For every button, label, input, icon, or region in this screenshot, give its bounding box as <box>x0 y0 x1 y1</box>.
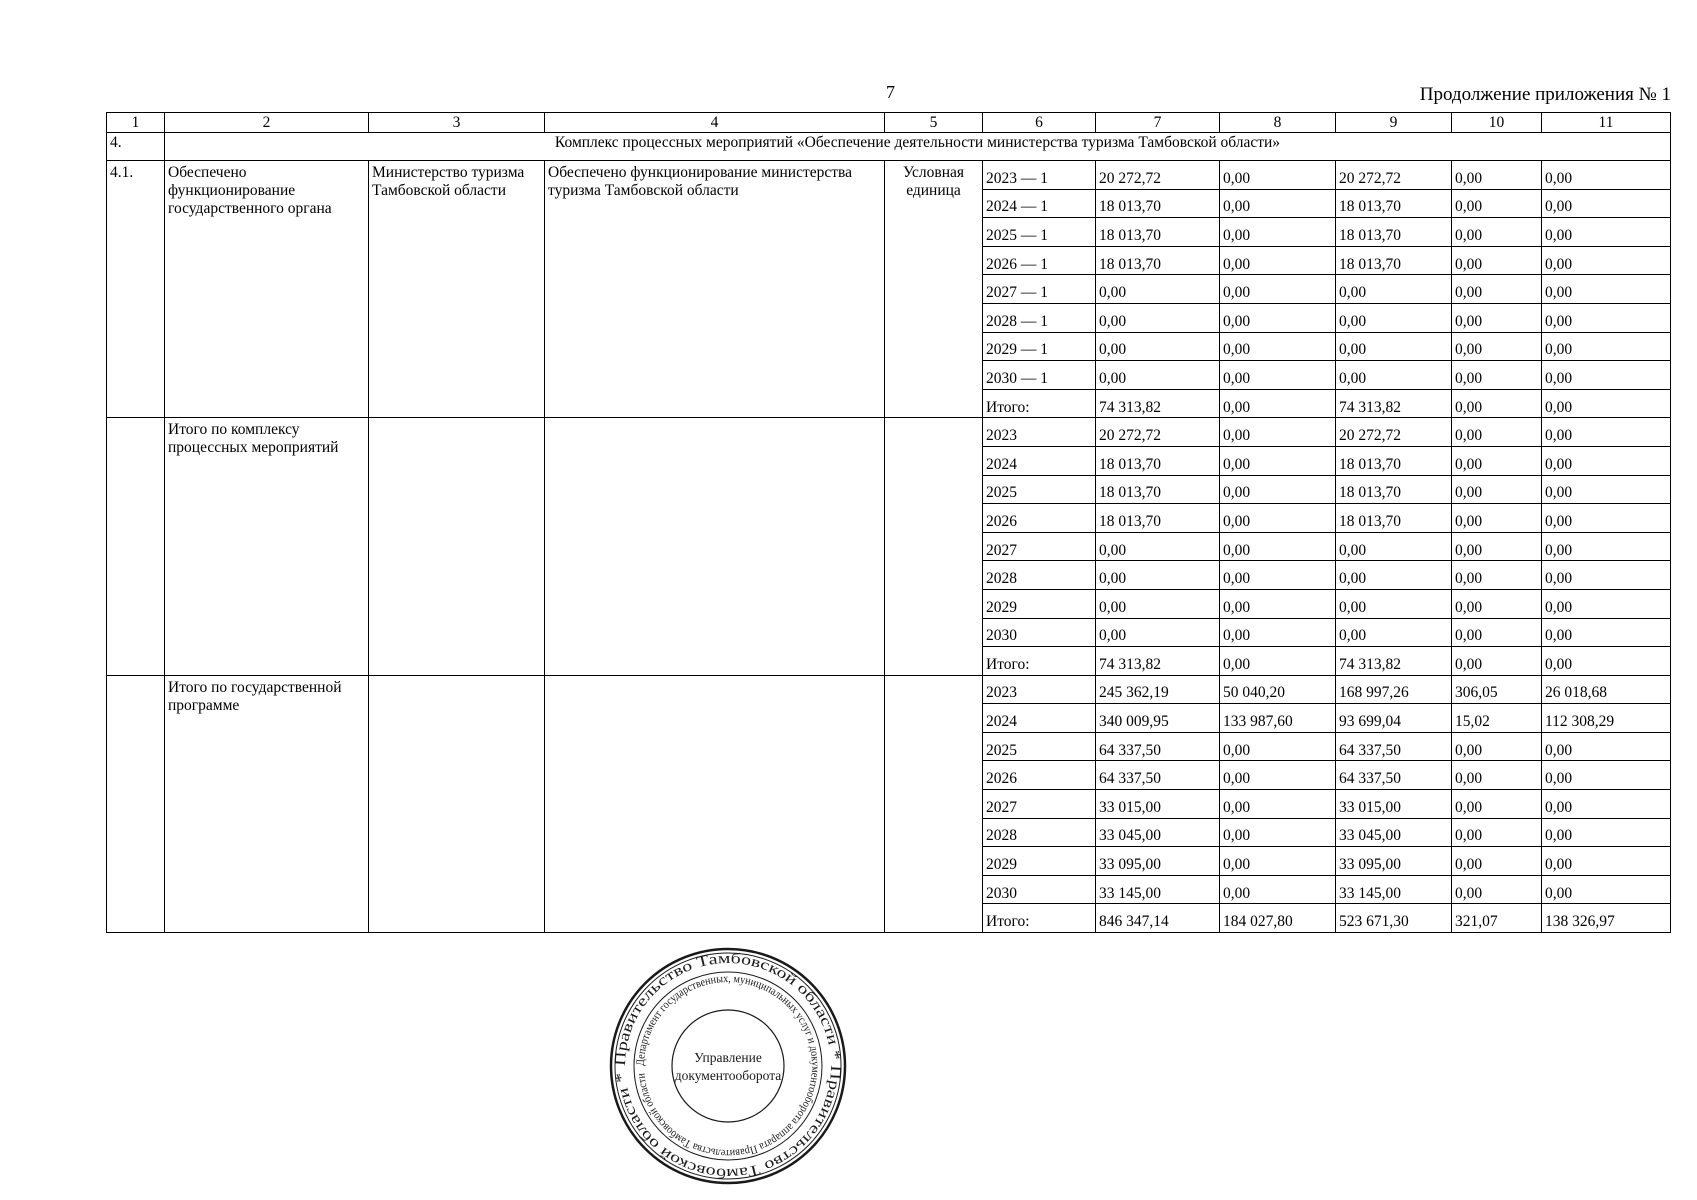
column-number: 4 <box>545 113 885 133</box>
amount-cell: 64 337,50 <box>1336 761 1452 790</box>
amount-cell: 0,00 <box>1452 418 1542 447</box>
column-number: 7 <box>1096 113 1220 133</box>
amount-cell: 340 009,95 <box>1096 704 1220 733</box>
amount-cell: 0,00 <box>1220 389 1336 418</box>
year-cell: 2030 — 1 <box>983 361 1096 390</box>
amount-cell: 0,00 <box>1542 790 1671 819</box>
amount-cell: 0,00 <box>1336 361 1452 390</box>
amount-cell: 0,00 <box>1542 361 1671 390</box>
amount-cell: 33 145,00 <box>1336 875 1452 904</box>
unit-of-measure <box>885 418 983 675</box>
year-cell: 2025 — 1 <box>983 218 1096 247</box>
amount-cell: 33 045,00 <box>1336 818 1452 847</box>
amount-cell: 64 337,50 <box>1336 732 1452 761</box>
table-row <box>107 418 1671 447</box>
amount-cell: 0,00 <box>1542 275 1671 304</box>
amount-cell: 245 362,19 <box>1096 675 1220 704</box>
amount-cell: 0,00 <box>1452 732 1542 761</box>
amount-cell: 0,00 <box>1096 303 1220 332</box>
amount-cell: 0,00 <box>1542 647 1671 676</box>
year-cell: 2023 <box>983 418 1096 447</box>
amount-cell: 18 013,70 <box>1336 446 1452 475</box>
amount-cell: 0,00 <box>1542 504 1671 533</box>
year-cell: 2024 <box>983 446 1096 475</box>
amount-cell: 18 013,70 <box>1096 189 1220 218</box>
amount-cell: 0,00 <box>1336 303 1452 332</box>
amount-cell: 0,00 <box>1542 561 1671 590</box>
amount-cell: 0,00 <box>1542 847 1671 876</box>
amount-cell: 0,00 <box>1452 389 1542 418</box>
amount-cell: 0,00 <box>1452 532 1542 561</box>
amount-cell: 168 997,26 <box>1336 675 1452 704</box>
amount-cell: 33 015,00 <box>1096 790 1220 819</box>
year-cell: 2026 — 1 <box>983 246 1096 275</box>
program-table <box>106 112 1671 933</box>
amount-cell: 0,00 <box>1220 361 1336 390</box>
amount-cell: 0,00 <box>1452 275 1542 304</box>
amount-cell: 0,00 <box>1452 818 1542 847</box>
amount-cell: 0,00 <box>1452 218 1542 247</box>
year-cell: 2028 <box>983 561 1096 590</box>
amount-cell: 0,00 <box>1452 189 1542 218</box>
amount-cell: 0,00 <box>1452 361 1542 390</box>
amount-cell: 0,00 <box>1220 303 1336 332</box>
amount-cell: 0,00 <box>1220 446 1336 475</box>
expected-result <box>545 418 885 675</box>
amount-cell: 0,00 <box>1452 446 1542 475</box>
column-number: 8 <box>1220 113 1336 133</box>
amount-cell: 0,00 <box>1542 761 1671 790</box>
amount-cell: 0,00 <box>1452 761 1542 790</box>
official-seal <box>608 946 848 1186</box>
year-cell: 2030 <box>983 618 1096 647</box>
year-cell: 2028 <box>983 818 1096 847</box>
amount-cell: 0,00 <box>1452 332 1542 361</box>
amount-cell: 0,00 <box>1452 504 1542 533</box>
amount-cell: 0,00 <box>1542 246 1671 275</box>
amount-cell: 0,00 <box>1542 475 1671 504</box>
amount-cell: 74 313,82 <box>1096 647 1220 676</box>
column-number: 3 <box>369 113 545 133</box>
amount-cell: 0,00 <box>1096 361 1220 390</box>
amount-cell: 0,00 <box>1452 589 1542 618</box>
amount-cell: 0,00 <box>1220 246 1336 275</box>
amount-cell: 20 272,72 <box>1096 418 1220 447</box>
column-number: 1 <box>107 113 165 133</box>
unit-of-measure: Условная единица <box>885 161 983 418</box>
amount-cell: 0,00 <box>1220 332 1336 361</box>
amount-cell: 0,00 <box>1336 275 1452 304</box>
year-cell: 2023 — 1 <box>983 161 1096 190</box>
item-number <box>107 418 165 675</box>
amount-cell: 0,00 <box>1220 618 1336 647</box>
amount-cell: 0,00 <box>1542 618 1671 647</box>
responsible-executor: Министерство туризма Тамбовской области <box>369 161 545 418</box>
year-cell: 2026 <box>983 761 1096 790</box>
amount-cell: 18 013,70 <box>1096 504 1220 533</box>
amount-cell: 0,00 <box>1452 790 1542 819</box>
amount-cell: 0,00 <box>1096 275 1220 304</box>
amount-cell: 184 027,80 <box>1220 904 1336 933</box>
amount-cell: 20 272,72 <box>1336 161 1452 190</box>
amount-cell: 0,00 <box>1220 161 1336 190</box>
item-number: 4.1. <box>107 161 165 418</box>
seal-outer-text <box>613 951 843 1181</box>
year-cell: 2029 — 1 <box>983 332 1096 361</box>
item-name: Итого по комплексу процессных мероприятий <box>165 418 369 675</box>
amount-cell: 0,00 <box>1096 618 1220 647</box>
amount-cell: 0,00 <box>1542 818 1671 847</box>
amount-cell: 0,00 <box>1220 761 1336 790</box>
item-name: Обеспечено функционирование государственного органа <box>165 161 369 418</box>
column-number: 9 <box>1336 113 1452 133</box>
year-cell: Итого: <box>983 647 1096 676</box>
amount-cell: 0,00 <box>1542 389 1671 418</box>
year-cell: 2027 <box>983 532 1096 561</box>
amount-cell: 74 313,82 <box>1096 389 1220 418</box>
amount-cell: 33 095,00 <box>1336 847 1452 876</box>
amount-cell: 0,00 <box>1220 418 1336 447</box>
amount-cell: 0,00 <box>1542 161 1671 190</box>
amount-cell: 0,00 <box>1542 303 1671 332</box>
amount-cell: 0,00 <box>1336 532 1452 561</box>
year-cell: 2027 — 1 <box>983 275 1096 304</box>
amount-cell: 0,00 <box>1220 818 1336 847</box>
column-number-row <box>107 113 1671 133</box>
amount-cell: 306,05 <box>1452 675 1542 704</box>
amount-cell: 93 699,04 <box>1336 704 1452 733</box>
amount-cell: 0,00 <box>1452 618 1542 647</box>
amount-cell: 74 313,82 <box>1336 647 1452 676</box>
seal-inner-ring-text: Департамент государственных, муниципальных услуг и документооборота аппарата Правительства Тамбовской области <box>634 972 822 1160</box>
amount-cell: 0,00 <box>1220 790 1336 819</box>
amount-cell: 0,00 <box>1452 875 1542 904</box>
amount-cell: 0,00 <box>1220 647 1336 676</box>
amount-cell: 0,00 <box>1452 847 1542 876</box>
year-cell: 2023 <box>983 675 1096 704</box>
column-number: 11 <box>1542 113 1671 133</box>
year-cell: 2027 <box>983 790 1096 819</box>
responsible-executor <box>369 418 545 675</box>
amount-cell: 0,00 <box>1452 561 1542 590</box>
amount-cell: 0,00 <box>1220 847 1336 876</box>
section-number: 4. <box>107 133 165 161</box>
amount-cell: 18 013,70 <box>1096 218 1220 247</box>
amount-cell: 0,00 <box>1096 532 1220 561</box>
table-row <box>107 161 1671 190</box>
amount-cell: 64 337,50 <box>1096 761 1220 790</box>
amount-cell: 18 013,70 <box>1096 446 1220 475</box>
amount-cell: 18 013,70 <box>1336 189 1452 218</box>
table-row <box>107 675 1671 704</box>
unit-of-measure <box>885 675 983 932</box>
amount-cell: 33 015,00 <box>1336 790 1452 819</box>
amount-cell: 0,00 <box>1220 875 1336 904</box>
column-number: 2 <box>165 113 369 133</box>
year-cell: 2025 <box>983 732 1096 761</box>
amount-cell: 18 013,70 <box>1336 246 1452 275</box>
amount-cell: 0,00 <box>1220 732 1336 761</box>
amount-cell: 0,00 <box>1542 446 1671 475</box>
amount-cell: 0,00 <box>1096 561 1220 590</box>
amount-cell: 0,00 <box>1220 275 1336 304</box>
amount-cell: 33 045,00 <box>1096 818 1220 847</box>
amount-cell: 20 272,72 <box>1336 418 1452 447</box>
page-number: 7 <box>886 82 895 102</box>
seal-outer-ring-text: Правительство Тамбовской области * Правительство Тамбовской области * <box>612 950 844 1182</box>
seal-center-line-1: Управление <box>694 1050 762 1065</box>
column-number: 10 <box>1452 113 1542 133</box>
year-cell: 2024 — 1 <box>983 189 1096 218</box>
column-number: 6 <box>983 113 1096 133</box>
amount-cell: 846 347,14 <box>1096 904 1220 933</box>
amount-cell: 15,02 <box>1452 704 1542 733</box>
amount-cell: 0,00 <box>1336 589 1452 618</box>
amount-cell: 33 145,00 <box>1096 875 1220 904</box>
seal-inner-text <box>635 973 821 1159</box>
amount-cell: 0,00 <box>1542 189 1671 218</box>
year-cell: 2029 <box>983 847 1096 876</box>
amount-cell: 18 013,70 <box>1336 504 1452 533</box>
amount-cell: 0,00 <box>1542 332 1671 361</box>
amount-cell: 64 337,50 <box>1096 732 1220 761</box>
section-title: Комплекс процессных мероприятий «Обеспечение деятельности министерства туризма Тамбовской области» <box>165 133 1671 161</box>
amount-cell: 0,00 <box>1542 732 1671 761</box>
amount-cell: 0,00 <box>1452 161 1542 190</box>
amount-cell: 0,00 <box>1220 475 1336 504</box>
column-number: 5 <box>885 113 983 133</box>
amount-cell: 0,00 <box>1452 246 1542 275</box>
seal-center-line-2: документооборота <box>674 1068 782 1083</box>
amount-cell: 321,07 <box>1452 904 1542 933</box>
year-cell: Итого: <box>983 389 1096 418</box>
item-number <box>107 675 165 932</box>
amount-cell: 18 013,70 <box>1336 475 1452 504</box>
year-cell: 2024 <box>983 704 1096 733</box>
amount-cell: 0,00 <box>1336 618 1452 647</box>
year-cell: 2029 <box>983 589 1096 618</box>
year-cell: Итого: <box>983 904 1096 933</box>
amount-cell: 138 326,97 <box>1542 904 1671 933</box>
amount-cell: 0,00 <box>1452 475 1542 504</box>
responsible-executor <box>369 675 545 932</box>
year-cell: 2028 — 1 <box>983 303 1096 332</box>
amount-cell: 0,00 <box>1096 589 1220 618</box>
appendix-label: Продолжение приложения № 1 <box>1419 84 1671 105</box>
amount-cell: 0,00 <box>1542 418 1671 447</box>
amount-cell: 133 987,60 <box>1220 704 1336 733</box>
amount-cell: 18 013,70 <box>1336 218 1452 247</box>
expected-result: Обеспечено функционирование министерства туризма Тамбовской области <box>545 161 885 418</box>
amount-cell: 0,00 <box>1220 218 1336 247</box>
year-cell: 2030 <box>983 875 1096 904</box>
amount-cell: 0,00 <box>1452 647 1542 676</box>
year-cell: 2025 <box>983 475 1096 504</box>
amount-cell: 26 018,68 <box>1542 675 1671 704</box>
section-row <box>107 133 1671 161</box>
year-cell: 2026 <box>983 504 1096 533</box>
amount-cell: 523 671,30 <box>1336 904 1452 933</box>
amount-cell: 50 040,20 <box>1220 675 1336 704</box>
amount-cell: 18 013,70 <box>1096 246 1220 275</box>
amount-cell: 0,00 <box>1220 189 1336 218</box>
amount-cell: 0,00 <box>1542 875 1671 904</box>
amount-cell: 0,00 <box>1542 218 1671 247</box>
amount-cell: 0,00 <box>1336 561 1452 590</box>
amount-cell: 0,00 <box>1220 532 1336 561</box>
amount-cell: 112 308,29 <box>1542 704 1671 733</box>
amount-cell: 0,00 <box>1220 561 1336 590</box>
amount-cell: 74 313,82 <box>1336 389 1452 418</box>
amount-cell: 0,00 <box>1542 532 1671 561</box>
amount-cell: 0,00 <box>1542 589 1671 618</box>
amount-cell: 18 013,70 <box>1096 475 1220 504</box>
amount-cell: 20 272,72 <box>1096 161 1220 190</box>
item-name: Итого по государственной программе <box>165 675 369 932</box>
amount-cell: 0,00 <box>1220 504 1336 533</box>
amount-cell: 0,00 <box>1336 332 1452 361</box>
amount-cell: 0,00 <box>1220 589 1336 618</box>
amount-cell: 0,00 <box>1096 332 1220 361</box>
amount-cell: 0,00 <box>1452 303 1542 332</box>
amount-cell: 33 095,00 <box>1096 847 1220 876</box>
expected-result <box>545 675 885 932</box>
